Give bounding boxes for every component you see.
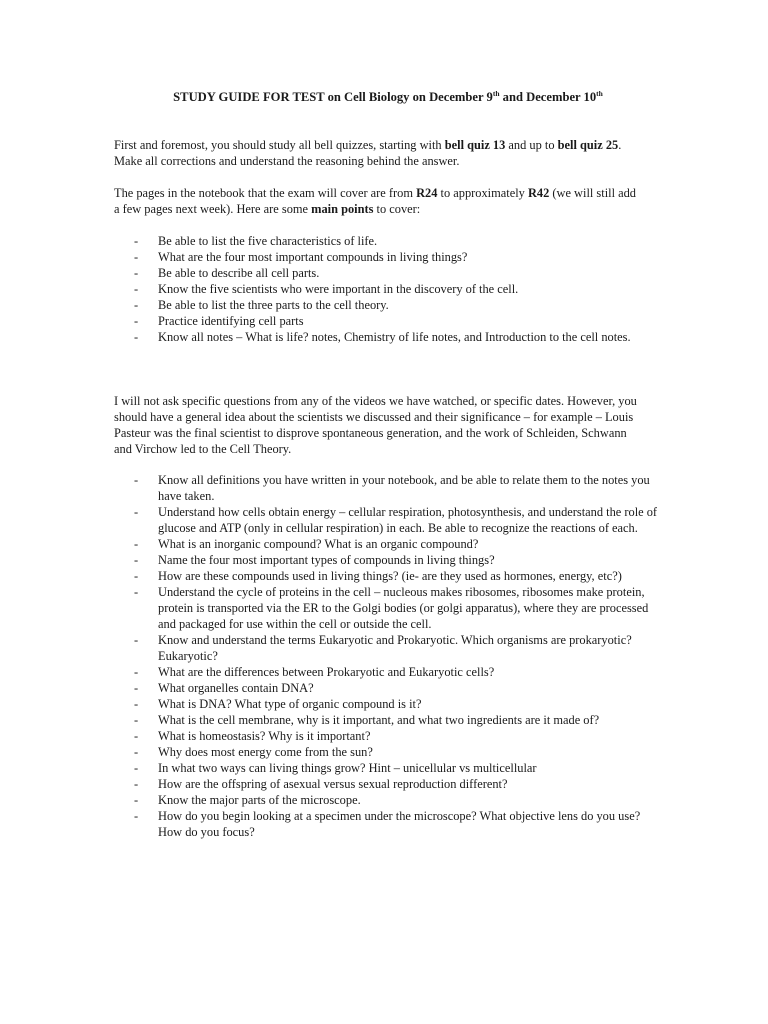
list-item: - What is an inorganic compound? What is an organic compound? bbox=[134, 536, 664, 552]
study-topics-list bbox=[134, 472, 664, 840]
list-item: - Understand the cycle of proteins in the cell – nucleous makes ribosomes, ribosomes make protein, protein is transported via the ER to the Golgi bodies (or golgi apparatus), where they are processed and packaged for use within the cell or outside the cell. bbox=[134, 584, 664, 632]
list-item: - What are the differences between Prokaryotic and Eukaryotic cells? bbox=[134, 664, 664, 680]
list-item: - In what two ways can living things grow? Hint – unicellular vs multicellular bbox=[134, 760, 664, 776]
list-item: - What are the four most important compounds in living things? bbox=[134, 249, 664, 265]
list-item: - Practice identifying cell parts bbox=[134, 313, 664, 329]
list-item: - Be able to list the five characteristics of life. bbox=[134, 233, 664, 249]
list-item: - Name the four most important types of compounds in living things? bbox=[134, 552, 664, 568]
list-item: - Be able to describe all cell parts. bbox=[134, 265, 664, 281]
list-item: - Be able to list the three parts to the cell theory. bbox=[134, 297, 664, 313]
list-item: - Understand how cells obtain energy – cellular respiration, photosynthesis, and understand the role of glucose and ATP (only in cellular respiration) in each. Be able to recognize the reactions of each. bbox=[134, 504, 664, 536]
list-item: - What is homeostasis? Why is it important? bbox=[134, 728, 664, 744]
list-item: - What organelles contain DNA? bbox=[134, 680, 664, 696]
main-points-list bbox=[134, 233, 664, 345]
videos-paragraph: I will not ask specific questions from any of the videos we have watched, or specific dates. However, you should have a general idea about the scientists we discussed and their significance – for example – Louis Pasteur was the final scientist to disprove spontaneous generation, and the work of Schleiden, Schwann and Virchow led to the Cell Theory. bbox=[114, 394, 637, 456]
list-item: - Know all definitions you have written in your notebook, and be able to relate them to the notes you have taken. bbox=[134, 472, 664, 504]
list-item: - Know and understand the terms Eukaryotic and Prokaryotic. Which organisms are prokaryotic? Eukaryotic? bbox=[134, 632, 664, 664]
pages-paragraph: The pages in the notebook that the exam will cover are from R24 to approximately R42 (we will still add a few pages next week). Here are some main points to cover: bbox=[114, 186, 637, 216]
list-item: - Know the five scientists who were important in the discovery of the cell. bbox=[134, 281, 664, 297]
list-item: - Why does most energy come from the sun? bbox=[134, 744, 664, 760]
list-item: - What is the cell membrane, why is it important, and what two ingredients are it made of? bbox=[134, 712, 664, 728]
list-item: - Know the major parts of the microscope. bbox=[134, 792, 664, 808]
intro-paragraph: First and foremost, you should study all bell quizzes, starting with bell quiz 13 and up to bell quiz 25. Make all corrections and understand the reasoning behind the answer. bbox=[114, 138, 622, 168]
page-title: STUDY GUIDE FOR TEST on Cell Biology on December 9th and December 10th bbox=[173, 89, 603, 104]
list-item: - How do you begin looking at a specimen under the microscope? What objective lens do you use? How do you focus? bbox=[134, 808, 664, 840]
list-item: - How are these compounds used in living things? (ie- are they used as hormones, energy, etc?) bbox=[134, 568, 664, 584]
list-item: - Know all notes – What is life? notes, Chemistry of life notes, and Introduction to the cell notes. bbox=[134, 329, 664, 345]
list-item: - How are the offspring of asexual versus sexual reproduction different? bbox=[134, 776, 664, 792]
list-item: - What is DNA? What type of organic compound is it? bbox=[134, 696, 664, 712]
